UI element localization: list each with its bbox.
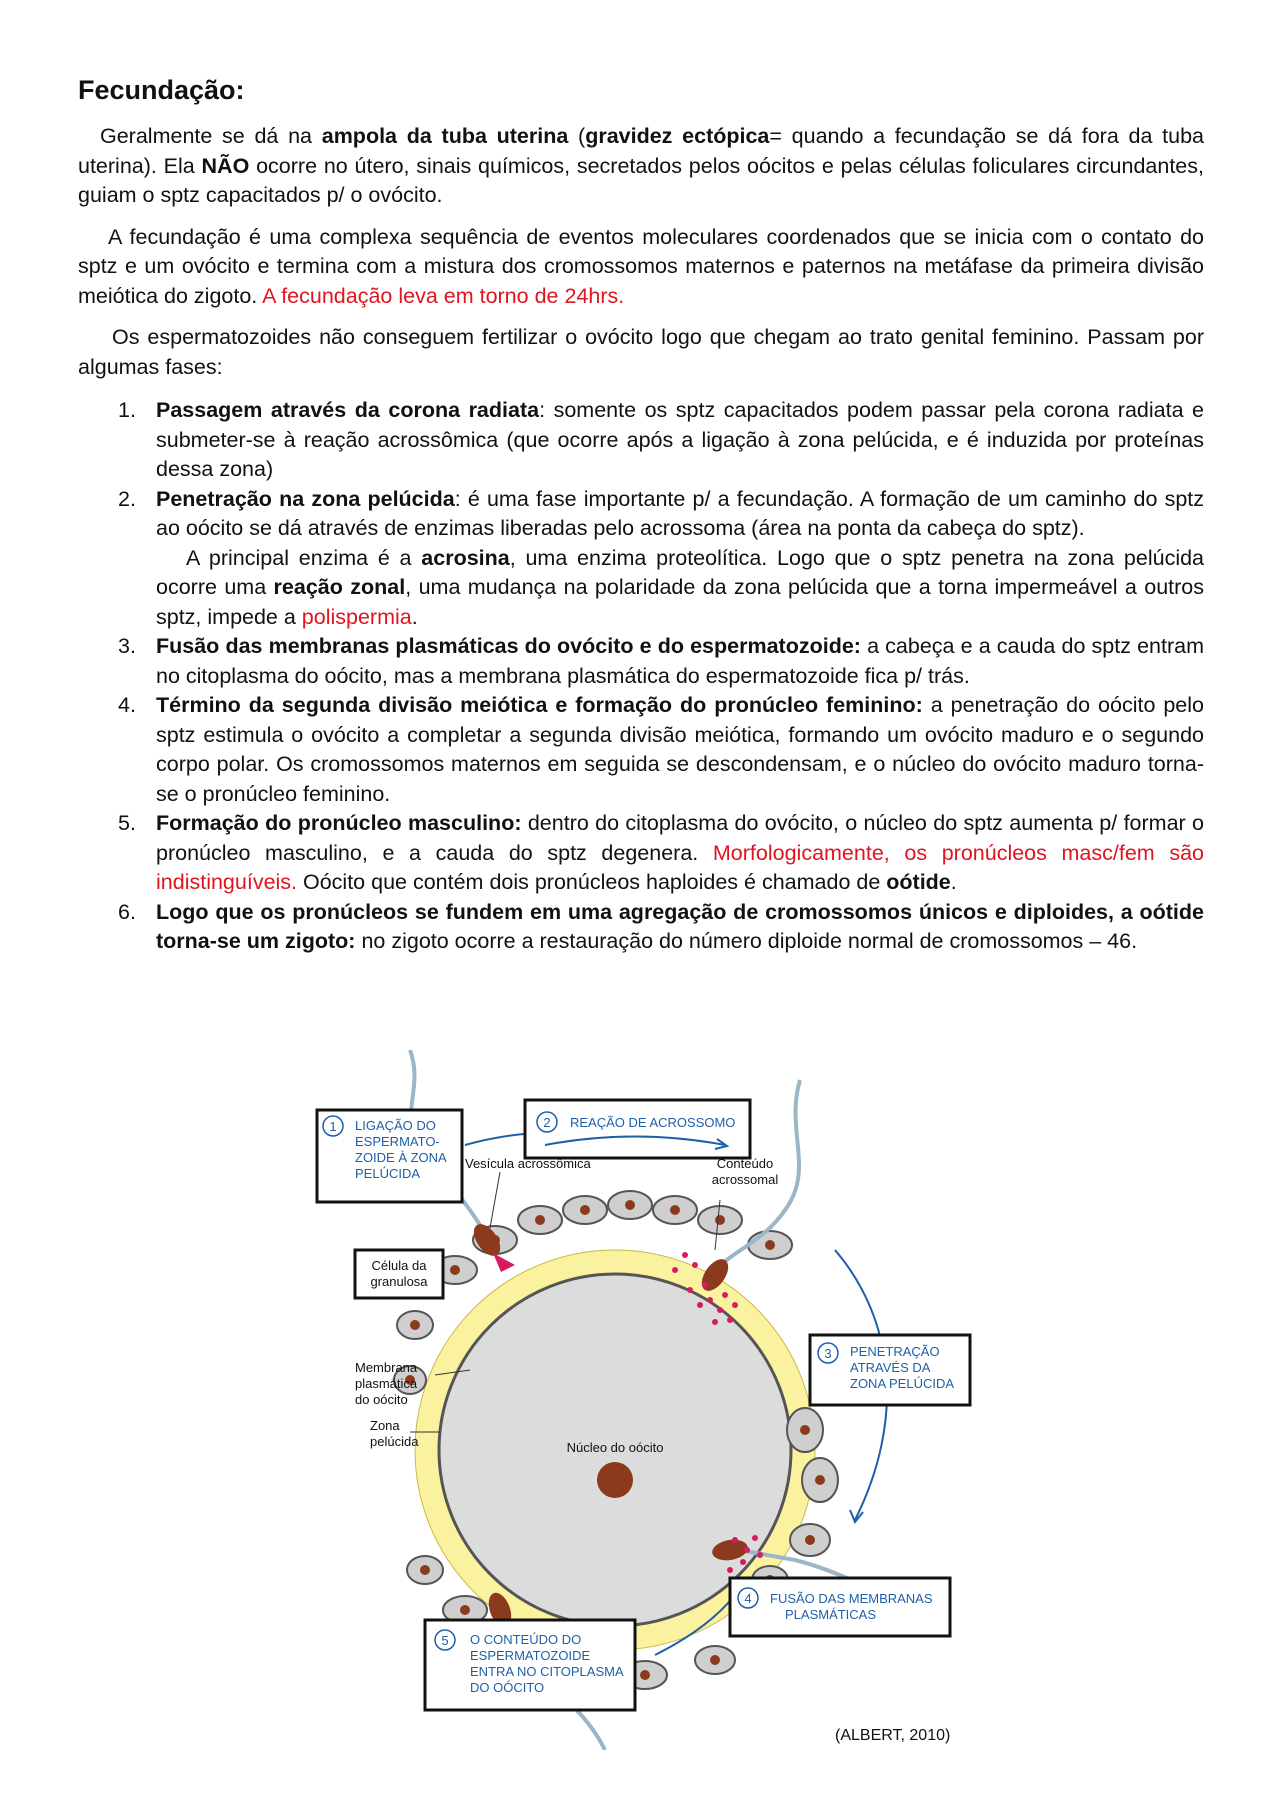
paragraph-2: A fecundação é uma complexa sequência de eventos moleculares coordenados que se inicia com o contato do sptz e um ovócito e termina com a mistura dos cromossomos maternos e paternos na metáfase da primeira divisão meiótica do zigoto. A fecundação leva em torno de 24hrs. bbox=[78, 224, 1204, 308]
step-box-2-number: 2 bbox=[543, 1115, 551, 1130]
list-item: 1. Passagem através da corona radiata: somente os sptz capacitados podem passar pela corona radiata e submeter-se à reação acrossômica (que ocorre após a ligação à zona pelúcida, e é induzida por proteínas dessa zona) bbox=[118, 398, 1205, 481]
step-box-5-line: ESPERMATOZOIDE bbox=[470, 1648, 591, 1663]
paragraph-3: Os espermatozoides não conseguem fertilizar o ovócito logo que chegam ao trato genital feminino. Passam por algumas fases: bbox=[78, 325, 1204, 379]
step-box-5-line: ENTRA NO CITOPLASMA bbox=[470, 1664, 624, 1679]
step-box-3-line: PENETRAÇÃO bbox=[850, 1344, 940, 1359]
step-box-3-number: 3 bbox=[824, 1346, 832, 1361]
step-box-4-line: PLASMÁTICAS bbox=[785, 1607, 877, 1622]
list-item: 3. Fusão das membranas plasmáticas do ovócito e do espermatozoide: a cabeça e a cauda do sptz entram no citoplasma do oócito, mas a membrana plasmática do espermatozoide fica p/ trás. bbox=[118, 634, 1204, 688]
step-box-5-number: 5 bbox=[441, 1633, 449, 1648]
list-item: 6. Logo que os pronúcleos se fundem em uma agregação de cromossomos únicos e diploides, a oótide torna-se um zigoto: no zigoto ocorre a restauração do número diploide normal de cromossomos – 46. bbox=[118, 899, 1204, 953]
phases-list bbox=[78, 396, 1204, 957]
step-box-1-line: PELÚCIDA bbox=[355, 1166, 421, 1181]
fertilization-diagram bbox=[315, 1050, 995, 1750]
list-item-subparagraph: A principal enzima é a acrosina, uma enzima proteolítica. Logo que o sptz penetra na zona pelúcida ocorre uma reação zonal, uma mudança na polaridade da zona pelúcida que a torna impermeável a outros sptz, impede a polispermia. bbox=[156, 545, 1205, 629]
paragraph-1: Geralmente se dá na ampola da tuba uterina (gravidez ectópica= quando a fecundação se dá fora da tuba uterina). Ela NÃO ocorre no útero, sinais químicos, secretados pelos oócitos e pelas células foliculares circundantes, guiam o sptz capacitados p/ o ovócito. bbox=[78, 124, 1204, 207]
step-box-3-line: ATRAVÉS DA bbox=[850, 1360, 931, 1375]
label-membrana-line: do oócito bbox=[355, 1392, 408, 1407]
label-vesicula-acrossomica: Vesícula acrossômica bbox=[465, 1156, 591, 1171]
page-title: Fecundação: bbox=[78, 75, 245, 105]
label-conteudo-line: Conteúdo bbox=[716, 1156, 774, 1171]
label-conteudo-line: acrossomal bbox=[711, 1172, 779, 1187]
step-box-5-line: O CONTEÚDO DO bbox=[470, 1632, 582, 1647]
label-membrana-line: Membrana bbox=[355, 1360, 418, 1375]
step-box-4-number: 4 bbox=[744, 1591, 752, 1606]
acrosomal-vesicle bbox=[493, 1253, 515, 1272]
step-box-4-line: FUSÃO DAS MEMBRANAS bbox=[770, 1591, 933, 1606]
step-box-1-line: LIGAÇÃO DO bbox=[355, 1118, 436, 1133]
label-granulosa-line: Célula da bbox=[371, 1258, 427, 1273]
list-item: 4. Término da segunda divisão meiótica e formação do pronúcleo feminino: a penetração do oócito pelo sptz estimula o ovócito a completar a segunda divisão meiótica, formando um ovócito maduro e o segundo corpo polar. Os cromossomos maternos em seguida se descondensam, e o núcleo do ovócito maduro torna-se o pronúcleo feminino. bbox=[118, 693, 1205, 806]
list-item: 5. Formação do pronúcleo masculino: dentro do citoplasma do ovócito, o núcleo do sptz aumenta p/ formar o pronúcleo masculino, e a cauda do sptz degenera. Morfologicamente, os pronúcleos masc/fem são indistinguíveis. Oócito que contém dois pronúcleos haploides é chamado de oótide. bbox=[118, 811, 1204, 894]
step-box-5-line: DO OÓCITO bbox=[470, 1680, 545, 1695]
label-zona-line: pelúcida bbox=[370, 1434, 419, 1449]
list-item: 2. Penetração na zona pelúcida: é uma fase importante p/ a fecundação. A formação de um caminho do sptz ao oócito se dá através de enzimas liberadas pelo acrossoma (área na ponta da cabeça do sptz). A principal enzima é a acrosina, uma enzima proteolítica. Logo que o sptz penetra na zona pelúcida ocorre uma reação zonal, uma mudança na polaridade da zona pelúcida que a torna impermeável a outros sptz, impede a polispermia. bbox=[78, 485, 1204, 633]
label-nucleo-oocito: Núcleo do oócito bbox=[566, 1440, 664, 1455]
step-box-1-line: ZOIDE À ZONA bbox=[355, 1150, 447, 1165]
step-box-2-label: REAÇÃO DE ACROSSOMO bbox=[570, 1115, 736, 1130]
label-granulosa-line: granulosa bbox=[370, 1274, 428, 1289]
figure-credit: (ALBERT, 2010) bbox=[835, 1727, 951, 1744]
oocyte-nucleus bbox=[597, 1462, 633, 1498]
step-box-1-number: 1 bbox=[329, 1119, 337, 1134]
step-box-1-line: ESPERMATO- bbox=[355, 1134, 440, 1149]
label-zona-line: Zona bbox=[370, 1418, 400, 1433]
label-membrana-line: plasmática bbox=[355, 1376, 418, 1391]
step-box-3-line: ZONA PELÚCIDA bbox=[850, 1376, 955, 1391]
document-page bbox=[78, 70, 1204, 957]
